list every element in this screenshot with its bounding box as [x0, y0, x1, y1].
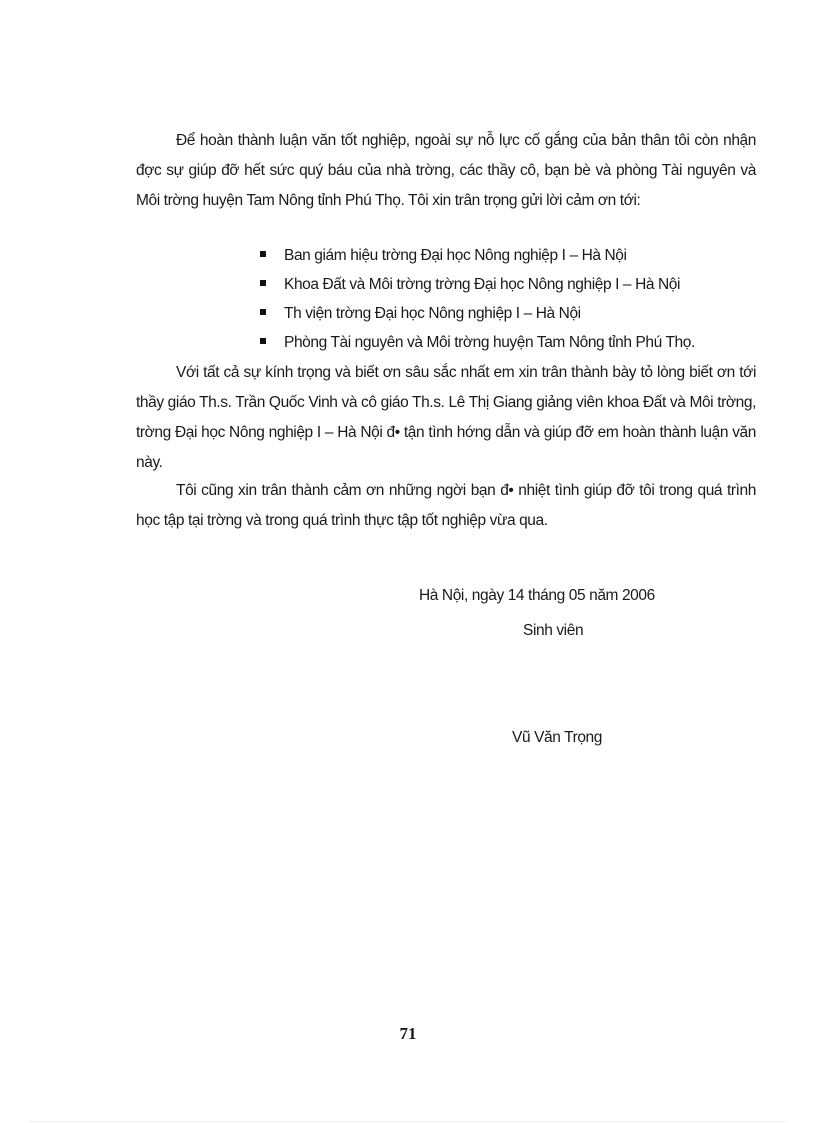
intro-paragraph	[136, 126, 756, 216]
list-item: Th viện trờng Đại học Nông nghiệp I – Hà Nội	[258, 299, 695, 328]
page-number: 71	[399, 1024, 417, 1043]
list-item: Khoa Đất và Môi trờng trờng Đại học Nông nghiệp I – Hà Nội	[258, 270, 695, 299]
list-item: Ban giám hiệu trờng Đại học Nông nghiệp I – Hà Nội	[258, 241, 695, 270]
intro-text: Để hoàn thành luận văn tốt nghiệp, ngoài sự nỗ lực cố gắng của bản thân tôi còn nhận đợc sự giúp đỡ hết sức quý báu của nhà trờng, các thầy cô, bạn bè và phòng Tài nguyên và Môi trờng huyện Tam Nông tỉnh Phú Thọ. Tôi xin trân trọng gửi lời cảm ơn tới:	[136, 132, 756, 209]
square-bullet-icon	[260, 280, 266, 286]
square-bullet-icon	[260, 251, 266, 257]
gratitude-paragraph: Với tất cả sự kính trọng và biết ơn sâu sắc nhất em xin trân thành bày tỏ lòng biết ơn tới thầy giáo Th.s. Trần Quốc Vinh và cô giáo Th.s. Lê Thị Giang giảng viên khoa Đất và Môi trờng, trờng Đại học Nông nghiệp I – Hà Nội đ• tận tình hớng dẫn và giúp đỡ em hoàn thành luận văn này.	[136, 364, 756, 471]
acknowledgement-list	[258, 241, 695, 357]
page-bottom-divider	[30, 1121, 786, 1122]
list-item: Phòng Tài nguyên và Môi trờng huyện Tam Nông tỉnh Phú Thọ.	[258, 328, 695, 357]
square-bullet-icon	[260, 309, 266, 315]
signature-place-date: Hà Nội, ngày 14 tháng 05 năm 2006	[419, 587, 655, 604]
signature-role: Sinh viên	[523, 622, 584, 639]
square-bullet-icon	[260, 338, 266, 344]
signature-name: Vũ Văn Trọng	[512, 729, 602, 746]
thanks-paragraph: Tôi cũng xin trân thành cảm ơn những ngời bạn đ• nhiệt tình giúp đỡ tôi trong quá trình học tập tại trờng và trong quá trình thực tập tốt nghiệp vừa qua.	[136, 482, 756, 529]
